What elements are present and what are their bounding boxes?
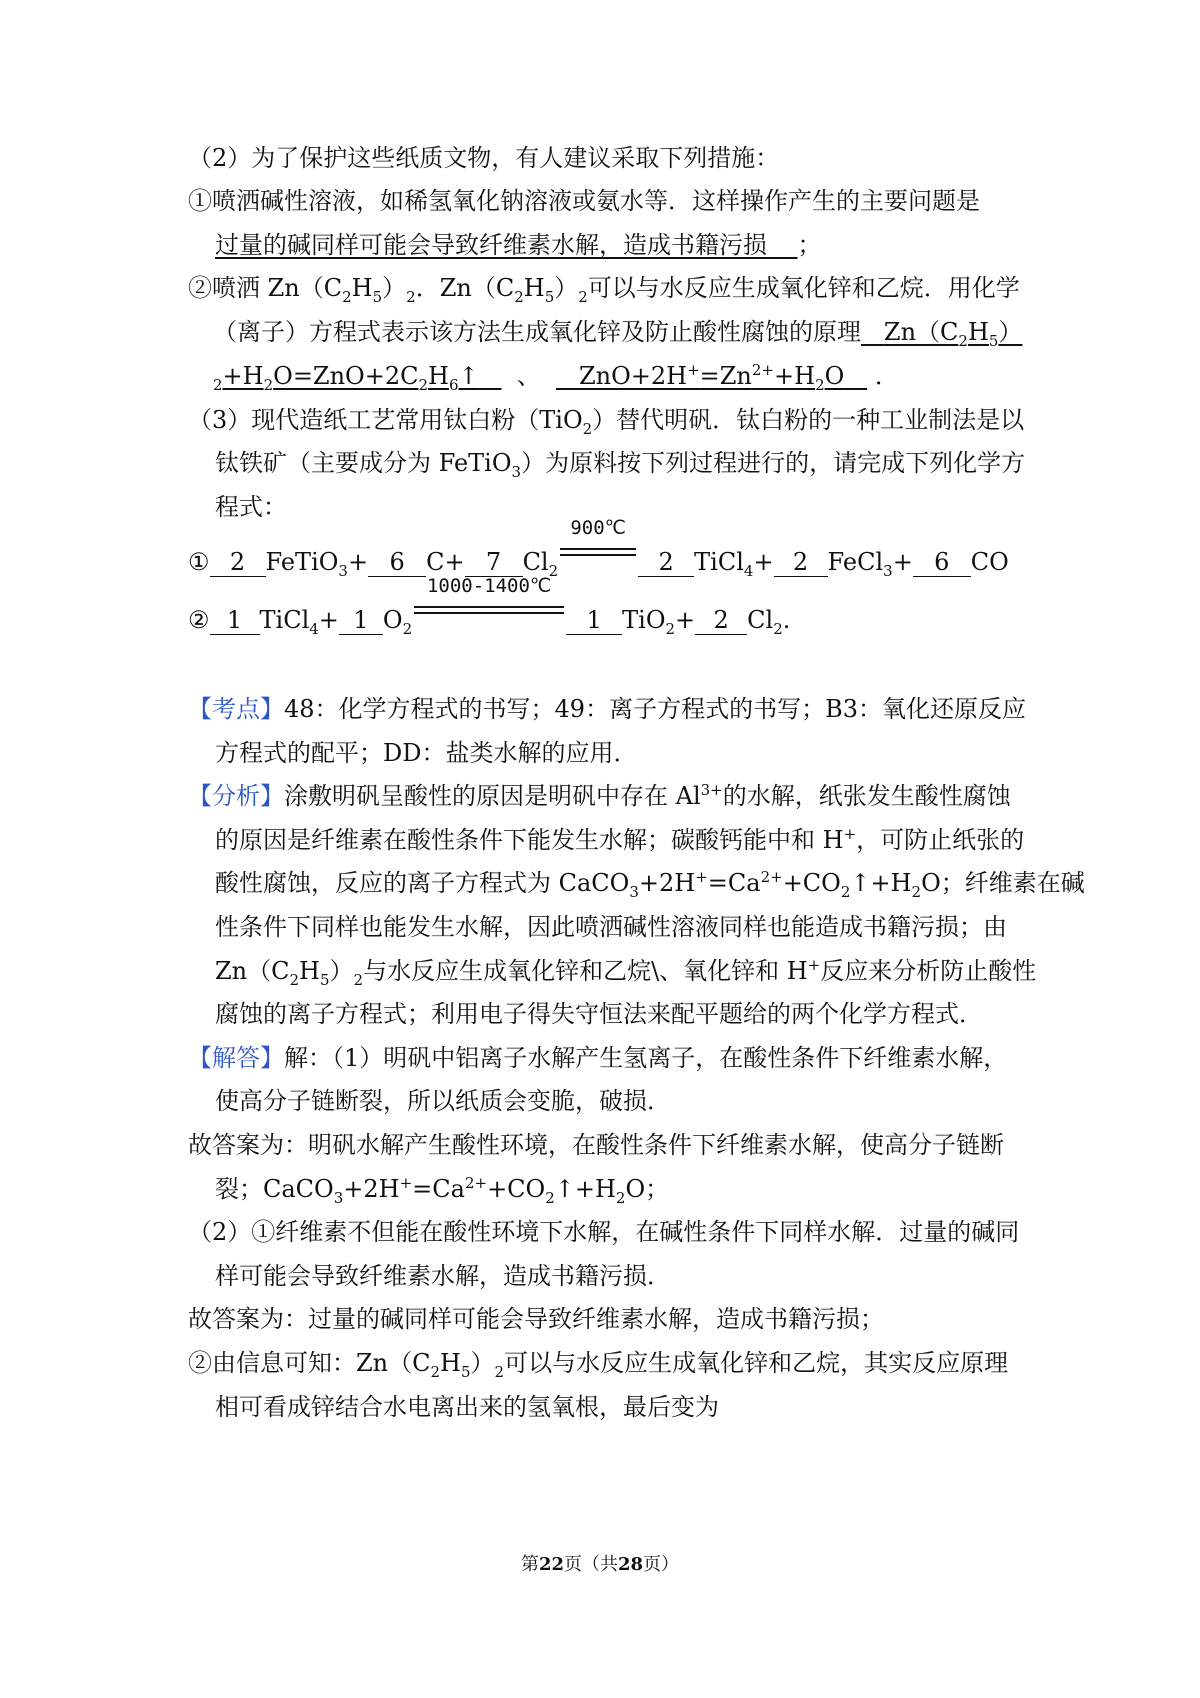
fenxi-line-6: 腐蚀的离子方程式；利用电子得失守恒法来配平题给的两个化学方程式．	[215, 1000, 983, 1028]
q2-measure-1: ①喷洒碱性溶液，如稀氢氧化钠溶液或氨水等．这样操作产生的主要问题是	[188, 187, 980, 215]
solution-2-line-1: （2）①纤维素不但能在酸性环境下水解，在碱性条件下同样水解．过量的碱同	[188, 1218, 1020, 1246]
coef-blank: 7	[465, 548, 523, 577]
q2-intro: （2）为了保护这些纸质文物，有人建议采取下列措施：	[188, 144, 780, 172]
coef-blank: 1	[210, 606, 260, 635]
answer-blank-2a: $Zn(C_2H_5)$	[883, 318, 1023, 350]
answer-blank-2b: $_2+H_2O=ZnO+2C_2H_6↑$	[213, 362, 479, 394]
solution-3-line-1: ②由信息可知：$Zn(C_2H_5)_2$可以与水反应生成氧化锌和乙烷，其实反应原理	[188, 1349, 1009, 1381]
reaction-condition-2: 1000-1400℃	[414, 598, 564, 628]
kaodian-line-2: 方程式的配平；DD：盐类水解的应用．	[215, 739, 638, 767]
solution-2-line-2: 样可能会导致纤维素水解，造成书籍污损．	[215, 1262, 671, 1290]
q3-line-3: 程式：	[215, 493, 287, 521]
page-number: 22	[538, 1554, 564, 1575]
q2-measure-1-answer: 过量的碱同样可能会导致纤维素水解，造成书籍污损 ；	[215, 231, 822, 259]
equation-1: ① 2 FeTiO$_3$+ 6 C+ 7 $Cl_2$ 900℃ 2 TiCl$_4$+ 2 FeCl$_3$+ 6 CO	[188, 517, 1009, 580]
fenxi-line-2: 的原因是纤维素在酸性条件下能发生水解；碳酸钙能中和 H+，可防止纸张的	[215, 825, 1025, 854]
page-total: 28	[618, 1554, 644, 1575]
jieda-line-2: 使高分子链断裂，所以纸质会变脆，破损．	[215, 1087, 671, 1115]
answer-1-line-2: 裂；$CaCO_3+2H^+=Ca^{2+}+CO_2↑+H_2O$；	[215, 1174, 670, 1207]
answer-blank-2c: $ZnO+2H^+=Zn^{2+}+H_2O$	[578, 361, 845, 394]
coef-blank: 2	[210, 548, 266, 577]
coef-blank: 1	[566, 606, 622, 635]
answer-blank-1: 过量的碱同样可能会导致纤维素水解，造成书籍污损	[215, 231, 767, 259]
fenxi-tag: 【分析】	[188, 782, 284, 810]
jieda-line-1: 【解答】解：（1）明矾中铝离子水解产生氢离子，在酸性条件下纤维素水解，	[188, 1044, 1008, 1072]
answer-2-line: 故答案为：过量的碱同样可能会导致纤维素水解，造成书籍污损；	[188, 1305, 884, 1333]
reaction-condition-1: 900℃	[560, 540, 636, 570]
fenxi-line-5: $Zn(C_2H_5)_2$与水反应生成氧化锌和乙烷\、氧化锌和 H+反应来分析防止酸性	[215, 956, 1037, 989]
coef-blank: 6	[368, 548, 426, 577]
equation-2: ② 1 TiCl$_4$+ 1 $O_2$ 1000-1400℃ 1 TiO$_2$+ 2 $Cl_2$.	[188, 575, 791, 638]
coef-blank: 2	[774, 548, 828, 577]
q3-line-1: （3）现代造纸工艺常用钛白粉（TiO$_2$）替代明矾．钛白粉的一种工业制法是以	[188, 406, 1025, 438]
kaodian-line-1: 【考点】48：化学方程式的书写；49：离子方程式的书写；B3：氧化还原反应	[188, 695, 1026, 723]
fenxi-line-1: 【分析】涂敷明矾呈酸性的原因是明矾中存在 $Al^{3+}$的水解，纸张发生酸性腐蚀	[188, 781, 1011, 810]
jieda-tag: 【解答】	[188, 1044, 284, 1072]
coef-blank: 6	[913, 548, 971, 577]
fenxi-line-3: 酸性腐蚀，反应的离子方程式为 $CaCO_3+2H^+=Ca^{2+}+CO_2↑+H_2O$；纤维素在碱	[215, 868, 1085, 901]
page-footer: 第22页（共28页）	[520, 1554, 680, 1575]
q2-measure-2-cont: （离子）方程式表示该方法生成氧化锌及防止酸性腐蚀的原理 $Zn(C_2H_5)$	[213, 318, 1023, 350]
kaodian-tag: 【考点】	[188, 695, 284, 723]
q2-measure-2-equations: $_2+H_2O=ZnO+2C_2H_6↑$ 、 $ZnO+2H^+=Zn^{2+}+H_2O$ ．	[213, 361, 899, 394]
fenxi-line-4: 性条件下同样也能发生水解，因此喷洒碱性溶液同样也能造成书籍污损；由	[215, 913, 1007, 941]
solution-3-line-2: 相可看成锌结合水电离出来的氢氧根，最后变为	[215, 1393, 719, 1421]
answer-1-line-1: 故答案为：明矾水解产生酸性环境，在酸性条件下纤维素水解，使高分子链断	[188, 1131, 1004, 1159]
coef-blank: 1	[339, 606, 383, 635]
coef-blank: 2	[695, 606, 747, 635]
q3-line-2: 钛铁矿（主要成分为 FeTiO$_3$）为原料按下列过程进行的，请完成下列化学方	[215, 449, 1026, 481]
q2-measure-2: ②喷洒 $Zn(C_2H_5)_2$．$Zn(C_2H_5)_2$可以与水反应生成氧化锌和乙烷．用化学	[188, 274, 1020, 306]
coef-blank: 2	[638, 548, 694, 577]
